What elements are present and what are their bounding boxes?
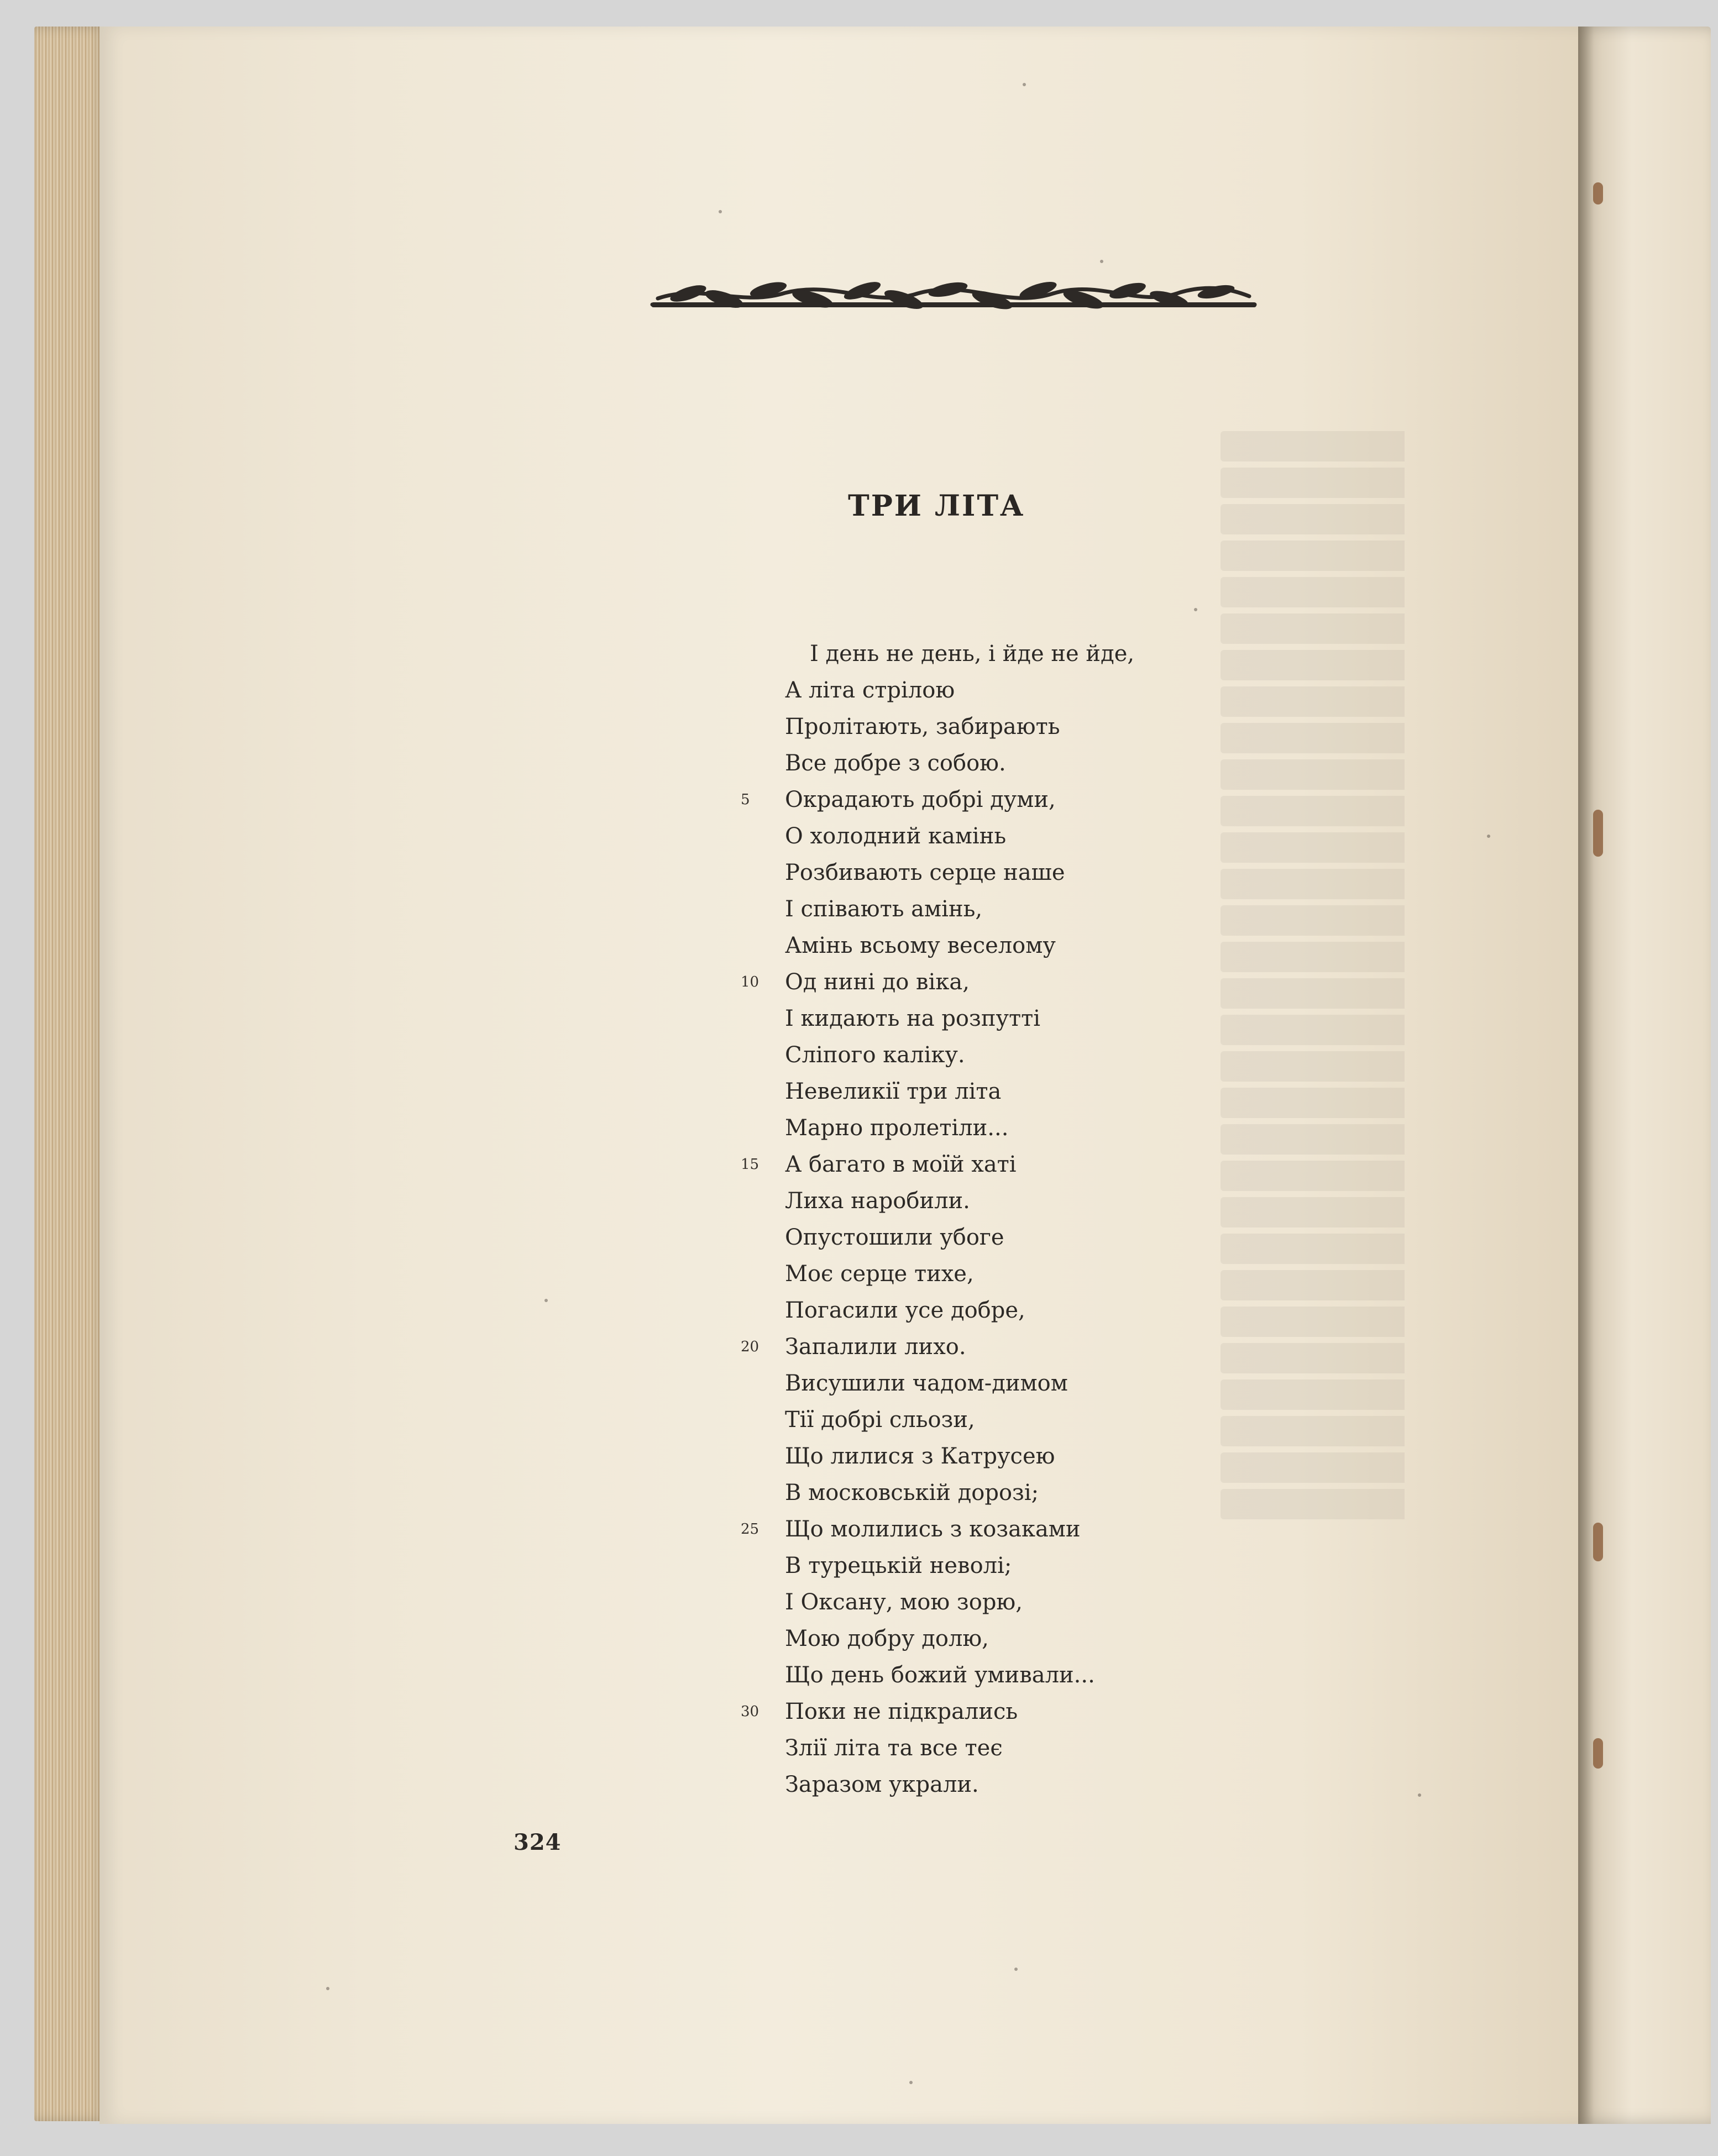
poem-line-text: Все добре з собою. [785,751,1006,776]
poem-line [719,709,1216,745]
poem-text [719,636,1216,1807]
poem-line [719,1292,1216,1329]
poem-line [719,745,1216,781]
paper-speck [1014,1968,1018,1971]
poem-line-text: Сліпого каліку. [785,1042,965,1068]
poem-line [719,1329,1216,1365]
poem-line [719,1475,1216,1511]
poem-line [719,1511,1216,1548]
poem-line-text: Од нині до віка, [785,969,970,995]
leaf-garland-icon [647,274,1260,315]
poem-line [719,1219,1216,1256]
poem-line-text: Злії літа та все теє [785,1735,1003,1761]
poem-line-text: Окрадають добрі думи, [785,787,1056,812]
poem-line [719,672,1216,709]
poem-line-text: Запалили лихо. [785,1334,966,1360]
poem-line [719,964,1216,1000]
poem-line [719,1402,1216,1438]
paper-speck [1194,608,1197,611]
poem-line [719,636,1216,672]
poem-line [719,1256,1216,1292]
paper-speck [326,1987,329,1990]
paper-speck [544,1299,548,1302]
poem-line [719,1110,1216,1146]
line-number: 30 [741,1703,760,1720]
poem-line [719,818,1216,854]
line-number: 15 [741,1156,760,1173]
poem-line [719,1146,1216,1183]
poem-line [719,1657,1216,1693]
poem-line [719,1365,1216,1402]
poem-line-text: Марно пролетіли... [785,1115,1009,1141]
poem-line-text: О холодний камінь [785,823,1007,849]
poem-line-text: Тії добрі сльози, [785,1407,975,1433]
poem-line [719,781,1216,818]
poem-line [719,1548,1216,1584]
adjacent-right-page [1578,27,1711,2124]
poem-line [719,1073,1216,1110]
page-stain [1593,810,1603,857]
poem-line-text: Що лилися з Катрусею [785,1444,1055,1469]
poem-line [719,1584,1216,1620]
poem-line-text: Моє серце тихе, [785,1261,974,1287]
poem-line [719,854,1216,891]
poem-line-text: Поки не підкрались [785,1699,1018,1724]
paper-speck [909,2081,913,2084]
poem-line-text: В турецькій неволі; [785,1553,1012,1578]
paper-speck [1487,835,1490,838]
poem-line-text: Мою добру долю, [785,1626,989,1651]
poem-line-text: І день не день, і йде не йде, [810,641,1135,667]
page-number: 324 [514,1829,562,1855]
poem-line-text: Що день божий умивали... [785,1662,1095,1688]
poem-line-text: Лиха наробили. [785,1188,970,1214]
page-stain [1593,1738,1603,1769]
poem-line-text: Заразом украли. [785,1772,979,1797]
poem-line-text: І співають амінь, [785,896,983,922]
paper-speck [1418,1793,1421,1797]
line-number: 25 [741,1521,760,1538]
poem-line-text: Що молились з козаками [785,1517,1081,1542]
line-number: 5 [741,791,750,808]
line-number: 10 [741,974,760,990]
poem-line-text: А багато в моїй хаті [785,1152,1017,1177]
poem-title: ТРИ ЛІТА [848,489,1025,523]
page-stain [1593,182,1603,204]
poem-line-text: Висушили чадом-димом [785,1371,1068,1396]
paper-speck [1100,260,1103,263]
paper-speck [719,210,722,213]
poem-line [719,1000,1216,1037]
poem-line [719,1766,1216,1803]
poem-line-text: Невеликії три літа [785,1079,1002,1104]
paper-speck [1023,83,1026,86]
poem-line [719,927,1216,964]
book-page-edge [34,27,106,2121]
poem-line [719,1183,1216,1219]
poem-line-text: Опустошили убоге [785,1225,1004,1250]
poem-line-text: А літа стрілою [785,678,955,703]
page-stain [1593,1523,1603,1561]
poem-line [719,1620,1216,1657]
poem-line [719,1693,1216,1730]
poem-line-text: Пролітають, забирають [785,714,1060,739]
poem-line-text: Розбивають серце наше [785,860,1065,885]
poem-line [719,891,1216,927]
line-number: 20 [741,1339,760,1355]
floral-ornament [647,274,1260,315]
poem-line-text: І Оксану, мою зорю, [785,1590,1023,1615]
poem-line-text: Амінь всьому веселому [785,933,1056,958]
poem-line [719,1438,1216,1475]
poem-line [719,1037,1216,1073]
poem-line-text: І кидають на розпутті [785,1006,1041,1031]
poem-line-text: Погасили усе добре, [785,1298,1025,1323]
poem-line [719,1730,1216,1766]
poem-line-text: В московській дорозі; [785,1480,1039,1505]
